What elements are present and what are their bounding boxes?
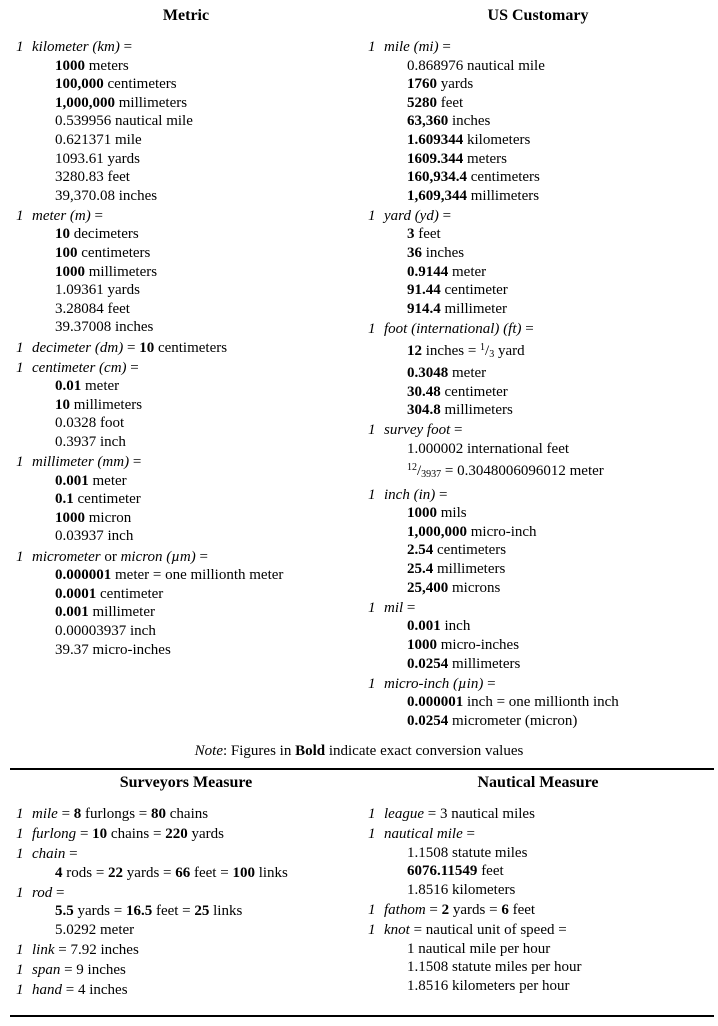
nautical-measure-header: Nautical Measure	[477, 774, 599, 791]
entry-micro-inch: 1 micro-inch (µin) = 0.000001 inch = one millionth inch 0.0254 micrometer (micron)	[368, 675, 619, 729]
entry-inch: 1 inch (in) = 1000 mils 1,000,000 micro-inch 2.54 centimeters 25.4 millimeters 25,400 microns	[368, 486, 537, 596]
entry-rod: 1 rod = 5.5 yards = 16.5 feet = 25 links 5.0292 meter	[16, 884, 243, 939]
nautical-column	[368, 805, 708, 995]
bottom-rule	[10, 1015, 714, 1017]
entry-hand: 1 hand = 4 inches	[16, 982, 128, 999]
us-customary-column	[368, 38, 708, 730]
entry-furlong: 1 furlong = 10 chains = 220 yards	[16, 826, 224, 843]
us-customary-header: US Customary	[487, 7, 589, 24]
surveyors-column	[16, 805, 356, 1000]
entry-link: 1 link = 7.92 inches	[16, 942, 139, 959]
entry-micrometer: 1 micrometer or micron (µm) = 0.000001 meter = one millionth meter 0.0001 centimeter 0.001 millimeter 0.00003937 inch 39.37 micro-inches	[16, 548, 284, 658]
entry-knot: 1 knot = nautical unit of speed = 1 nautical mile per hour 1.1508 statute miles per hour 1.8516 kilometers per hour	[368, 922, 582, 994]
metric-header: Metric	[162, 7, 210, 24]
entry-survey-foot: 1 survey foot = 1.000002 international feet $^{12}/_{3937} = 0.3048006096012$ meter	[368, 422, 604, 480]
entry-nautical-mile: 1 nautical mile = 1.1508 statute miles 6076.11549 feet 1.8516 kilometers	[368, 826, 528, 898]
entry-span: 1 span = 9 inches	[16, 962, 126, 979]
entry-chain: 1 chain = 4 rods = 22 yards = 66 feet = 100 links	[16, 846, 288, 881]
metric-column	[16, 38, 356, 659]
entry-centimeter: 1 centimeter (cm) = 0.01 meter 10 millimeters 0.0328 foot 0.3937 inch	[16, 359, 143, 450]
entry-fathom: 1 fathom = 2 yards = 6 feet	[368, 901, 536, 918]
exact-values-note: Note: Figures in Bold indicate exact conversion values	[194, 743, 524, 759]
entry-mile: 1 mile (mi) = 0.868976 nautical mile 1760 yards 5280 feet 63,360 inches 1.609344 kilometers 1609.344 meters 160,934.4 centimeters 1,609,344 millimeters	[368, 39, 545, 204]
surveyors-measure-header: Surveyors Measure	[119, 774, 253, 791]
entry-foot: 1 foot (international) (ft) = 12 inches = $^1/_3$ yard 0.3048 meter 30.48 centimeter 304.8 millimeters	[368, 320, 534, 419]
entry-mil: 1 mil = 0.001 inch 1000 micro-inches 0.0254 millimeters	[368, 599, 521, 672]
entry-league: 1 league = 3 nautical miles	[368, 806, 535, 822]
entry-yard: 1 yard (yd) = 3 feet 36 inches 0.9144 meter 91.44 centimeter 914.4 millimeter	[368, 207, 508, 317]
entry-kilometer: 1 kilometer (km) = 1000 meters 100,000 centimeters 1,000,000 millimeters 0.539956 nautical mile 0.621371 mile 1093.61 yards 3280.83 feet 39,370.08 inches	[16, 39, 193, 204]
entry-surveyors-mile: 1 mile = 8 furlongs = 80 chains	[16, 806, 209, 822]
section-divider	[10, 768, 714, 770]
entry-millimeter: 1 millimeter (mm) = 0.001 meter 0.1 centimeter 1000 micron 0.03937 inch	[16, 454, 142, 545]
entry-decimeter: 1 decimeter (dm) = 10 centimeters	[16, 339, 228, 356]
entry-meter: 1 meter (m) = 10 decimeters 100 centimeters 1000 millimeters 1.09361 yards 3.28084 feet 39.37008 inches	[16, 207, 158, 336]
